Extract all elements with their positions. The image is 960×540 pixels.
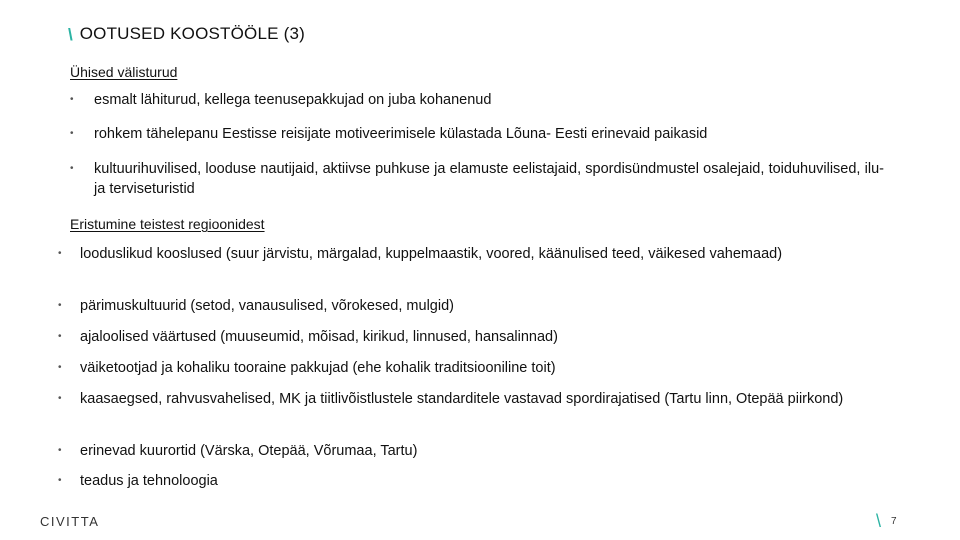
list-item: erinevad kuurortid (Värska, Otepää, Võrumaa, Tartu) <box>80 443 418 459</box>
bullet-icon: • <box>58 300 62 311</box>
section-heading-shared-markets: Ühised välisturud <box>70 64 178 80</box>
bullet-icon: • <box>58 331 62 342</box>
section-heading-differentiation: Eristumine teistest regioonidest <box>70 216 265 232</box>
list-item: teadus ja tehnoloogia <box>80 473 218 489</box>
slide-title: OOTUSED KOOSTÖÖLE (3) <box>79 24 305 43</box>
page-number: 7 <box>891 516 897 527</box>
accent-slash-icon: \ <box>68 24 73 44</box>
footer-slash-icon: \ <box>876 511 882 531</box>
list-item: rohkem tähelepanu Eestisse reisijate motiveerimisele külastada Lõuna- Eesti erinevaid paikasid <box>94 126 708 142</box>
list-item: looduslikud kooslused (suur järvistu, märgalad, kuppelmaastik, voored, käänulised teed, väikesed vahemaad) <box>80 246 783 262</box>
slide-title-row <box>68 24 305 44</box>
bullet-icon: • <box>58 475 62 486</box>
list-item: kultuurihuvilised, looduse nautijaid, aktiivse puhkuse ja elamuste eelistajaid, spordisündmustel osalejaid, toiduhuvilised, ilu- ja terviseturistid <box>94 161 884 197</box>
bullet-icon: • <box>70 128 74 139</box>
list-item: kaasaegsed, rahvusvahelised, MK ja tiitlivõistlustele standarditele vastavad spordirajatised (Tartu linn, Otepää piirkond) <box>80 391 844 407</box>
bullet-icon: • <box>70 163 74 174</box>
civitta-logo: CIVITTA <box>40 514 100 529</box>
bullet-icon: • <box>58 248 62 259</box>
bullet-icon: • <box>58 362 62 373</box>
bullet-icon: • <box>58 445 62 456</box>
bullet-icon: • <box>58 393 62 404</box>
list-item: pärimuskultuurid (setod, vanausulised, võrokesed, mulgid) <box>80 298 454 314</box>
list-item: esmalt lähiturud, kellega teenusepakkujad on juba kohanenud <box>94 92 492 108</box>
list-item: väiketootjad ja kohaliku tooraine pakkujad (ehe kohalik traditsiooniline toit) <box>80 360 556 376</box>
list-item: ajaloolised väärtused (muuseumid, mõisad, kirikud, linnused, hansalinnad) <box>80 329 558 345</box>
bullet-icon: • <box>70 94 74 105</box>
